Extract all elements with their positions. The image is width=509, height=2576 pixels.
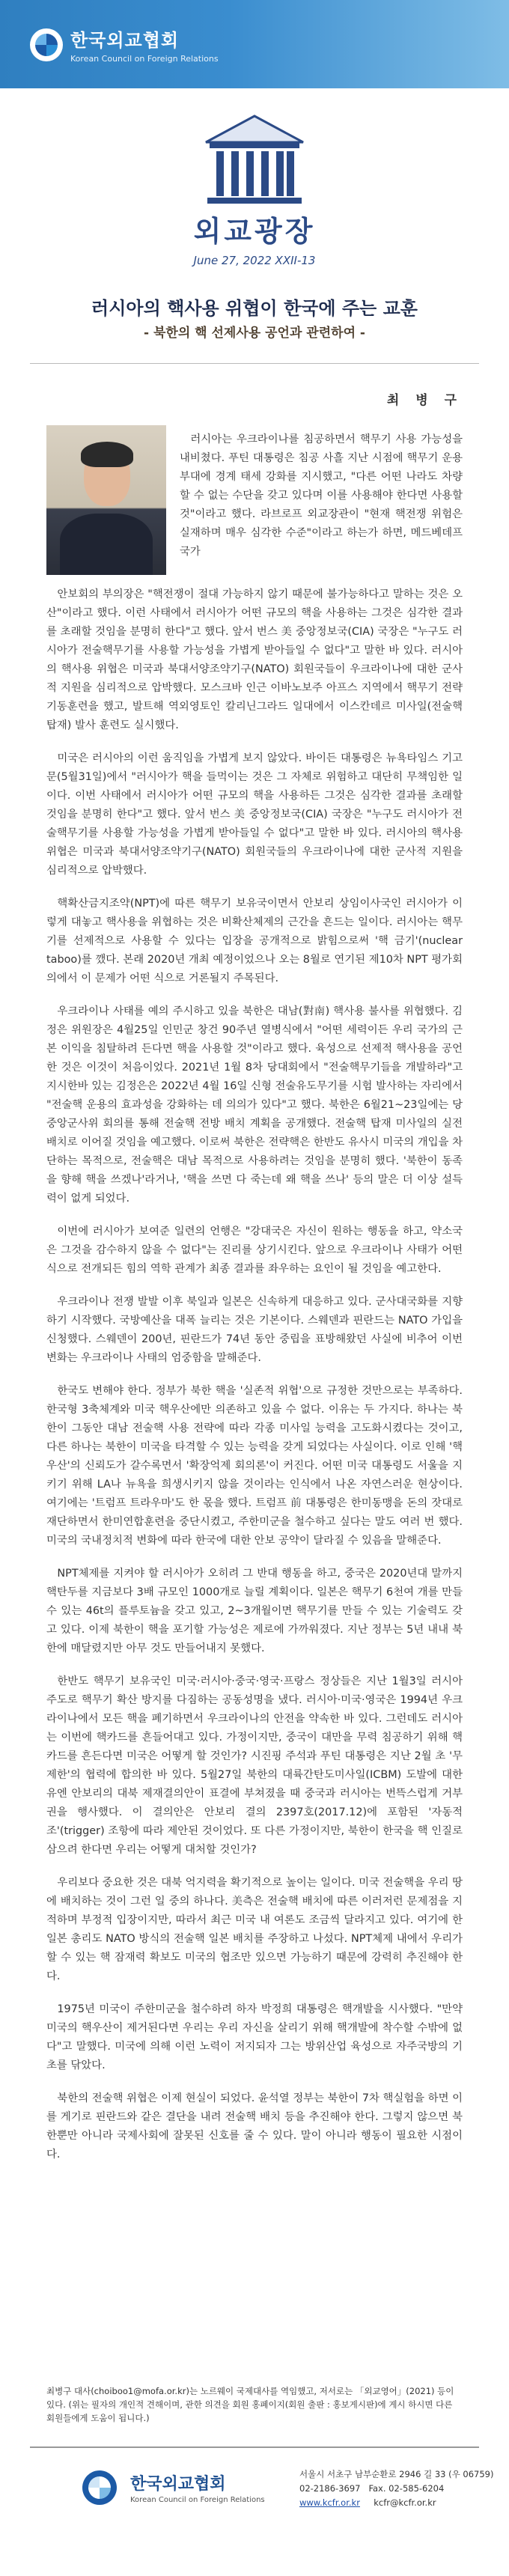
- title-divider: [30, 363, 479, 364]
- phone: 02-2186-3697: [299, 2483, 361, 2494]
- org-name-en: Korean Council on Foreign Relations: [70, 54, 219, 64]
- paragraph: 우크라이나 전쟁 발발 이후 북일과 일본은 신속하게 대응하고 있다. 군사대국화를 지향하기 시작했다. 국방예산을 대폭 늘리는 것은 기본이다. 스웨덴과 핀란드는 NATO 가입을 신청했다. 스웨덴이 200년, 핀란드가 74년 동안 중립을 표방해왔던 사실에 비추어 이번 변화는 우크라이나 사태의 엄중함을 말해준다.: [46, 1296, 463, 1364]
- email-link[interactable]: kcfr@kcfr.or.kr: [374, 2497, 436, 2508]
- paragraph: 안보회의 부의장은 "핵전쟁이 절대 가능하지 않기 때문에 불가능하다고 말하는 것은 오산"이라고 했다. 이런 사태에서 러시아가 어떤 규모의 핵을 사용하는 그것은 심각한 결과를 초래할 것임을 분명히 한다"고 했다. 앞서 번스 美 중앙정보국(CIA) 국장은 "누구도 러시아가 전술핵무기를 사용할 가능성을 가볍게 받아들일 수 없다"고 말한 바 있다. 러시아의 핵사용 위협은 미국과 북대서양조약기구(NATO) 회원국들이 우크라이나에 대한 군사적 지원을 심리적으로 압박했다. 모스크바 인근 이바노보주 아프스 지역에서 핵무기 전략 기동훈련을 했고, 발트해 역외영토인 칼리닌그라드 일대에서 이스칸데르 미사일(전술핵탑재) 발사 훈련도 실시했다.: [46, 588, 463, 731]
- footer-divider: [30, 2446, 479, 2448]
- paragraph: 미국은 러시아의 이런 움직임을 가볍게 보지 않았다. 바이든 대통령은 뉴욕타임스 기고문(5월31일)에서 "러시아가 핵을 들먹이는 것은 그 자체로 위험하고 대단히 무책임한 일이다. 이번 사태에서 러시아가 어떤 규모의 핵을 사용하든 그것은 심각한 결과를 초래할 것임을 분명히 한다"고 했다. 앞서 번스 美 중앙정보국(CIA) 국장은 "누구도 러시아가 전술핵무기를 사용할 가능성을 가볍게 받아들일 수 없다"고 말한 바 있다. 러시아의 핵사용 위협은 미국과 북대서양조약기구(NATO) 회원국들의 우크라이나에 대한 군사적 지원을 심리적으로 압박했다.: [46, 752, 463, 877]
- header-banner: [0, 0, 509, 88]
- author-footnote: 최병구 대사(choiboo1@mofa.or.kr)는 노르웨이 국제대사를 역임했고, 저서로는 「외교영어」(2021) 등이 있다. (위는 필자의 개인적 견해이며, 관한 의견을 회원 홍폐이지(회원 출판 : 홍보게시판)에 게시 하시면 다른 회원들에게 도움이 됩니다.): [46, 2386, 454, 2423]
- footer-org-name-ko: 한국외교협회: [130, 2475, 226, 2494]
- paragraph: 한반도 핵무기 보유국인 미국·러시아·중국·영국·프랑스 정상들은 지난 1월3일 러시아 주도로 핵무기 확산 방지를 다짐하는 공동성명을 냈다. 러시아·미국·영국은 1994년 우크라이나에서 모든 핵을 폐기하면서 우크라이나의 안전을 약속한 바 있다. 그런데도 러시아는 이번에 핵카드를 흔들어대고 있다. 가정이지만, 중국이 대만을 무력 침공하기 위해 핵카드를 흔든다면 미국은 어떻게 할 것인가? 시진핑 주석과 푸틴 대통령은 지난 2월 초 '무제한'의 협력에 합의한 바 있다. 5월27일 북한의 대륙간탄도미사일(ICBM) 도발에 대한 유엔 안보리의 대북 제재결의안이 표결에 부쳐졌을 때 중국과 러시아는 번뜩스럽게 거부권을 행사했다. 이 결의안은 안보리 결의 2397호(2017.12)에 포함된 '자동적조'(trigger) 조항에 따라 제안된 것이었다. 또 다른 가정이지만, 북한이 한국을 핵 인질로 삼으려 한다면 우리는 어떻게 대처할 것인가?: [46, 1675, 463, 1856]
- issue-info: June 27, 2022 XXII-13: [193, 254, 316, 267]
- pillars-icon: [198, 112, 311, 210]
- masthead: [0, 112, 509, 267]
- paragraph: 1975년 미국이 주한미군을 철수하려 하자 박정희 대통령은 핵개발을 시사했다. "만약 미국의 핵우산이 제거된다면 우리는 우리 자신을 살리기 위해 핵개발에 착수할 수밖에 없다"고 말했다. 미국에 의해 이런 노력이 저지되자 그는 방위산업 육성으로 자주국방의 기초를 닦았다.: [46, 2003, 463, 2071]
- org-name-ko: 한국외교협회: [70, 30, 180, 51]
- fax: Fax. 02-585-6204: [368, 2483, 445, 2494]
- footer-org-name-en: Korean Council on Foreign Relations: [130, 2496, 265, 2504]
- website-link[interactable]: www.kcfr.or.kr: [299, 2497, 360, 2508]
- paragraph: 이번에 러시아가 보여준 일련의 언행은 "강대국은 자신이 원하는 행동을 하고, 약소국은 그것을 감수하지 않을 수 없다"는 진리를 상기시킨다. 앞으로 우크라이나 사태가 어떤 식으로 전개되든 힘의 역학 관계가 최종 결과를 좌우하는 요인이 될 것임을 예고한다.: [46, 1225, 463, 1275]
- author-photo: [46, 425, 166, 575]
- footer-emblem-icon: [82, 2470, 117, 2505]
- article-title: 러시아의 핵사용 위협이 한국에 주는 교훈: [91, 298, 418, 319]
- paragraph: NPT체제를 지켜야 할 러시아가 오히려 그 반대 행동을 하고, 중국은 2020년대 말까지 핵탄두를 지금보다 3배 규모인 1000개로 늘릴 계획이다. 일본은 핵무기 6천여 개를 만들 수 있는 46t의 플루토늄을 갖고 있고, 2~3개월이면 핵무기를 만들 수 있는 기술력도 갖고 있다. 이제 북한이 핵을 포기할 가능성은 제로에 가까워졌다. 지난 정부는 5년 내내 북한에 매달렸지만 아무 것도 만들어내지 못했다.: [46, 1568, 463, 1654]
- org-emblem-icon: [30, 28, 63, 61]
- paragraph: 한국도 변해야 한다. 정부가 북한 핵을 '실존적 위협'으로 규정한 것만으로는 부족하다. 한국형 3축체계와 미국 핵우산에만 의존하고 있을 수 없다. 이유는 두 가지다. 하나는 북한이 그동안 대남 전술핵 사용 전략에 따라 각종 미사일 능력을 고도화시켰다는 것이고, 다른 하나는 북한이 미국을 타격할 수 있는 능력을 갖게 되었다는 사실이다. 이로 인해 '핵우산'의 신뢰도가 갈수록면서 '확장억제 회의론'이 커진다. 어떤 미국 대통령도 서울을 지키기 위해 LA나 뉴욕을 희생시키지 않을 것이라는 인식에서 나온 자연스러운 현상이다. 여기에는 '트럼프 트라우마'도 한 몫을 했다. 트럼프 前 대통령은 한미동맹을 돈의 잣대로 재단하면서 한미연합훈련을 중단시켰고, 주한미군을 철수하고 싶다는 말도 여러 번 했다. 미국의 국내정치적 변화에 따라 한국에 대한 안보 공약이 달라질 수 있음을 말해준다.: [46, 1385, 463, 1547]
- article-subtitle: - 북한의 핵 선제사용 공언과 관련하여 -: [144, 326, 365, 341]
- paragraph: 북한의 전술핵 위협은 이제 현실이 되었다. 윤석열 정부는 북한이 7차 핵실험을 하면 이를 게기로 핀란드와 같은 결단을 내려 전술핵 배치 등을 추진해야 한다. 그렇지 않으면 북한뿐만 아니라 국제사회에 잘못된 신호를 줄 수 있다. 말이 아니라 행동이 필요한 시점이다.: [46, 2092, 463, 2161]
- masthead-title: 외교광장: [193, 215, 316, 248]
- paragraph: 우리보다 중요한 것은 대북 억지력을 확기적으로 높이는 일이다. 미국 전술핵을 우리 땅에 배치하는 것이 그런 일 중의 하나다. 美측은 전술핵 배치에 따른 이러저런 문제점을 지적하며 부정적 입장이지만, 따라서 최근 미국 내 여론도 조금씩 달라지고 있다. 여기에 한 일본 총리도 NATO 방식의 전술핵 일본 배치를 주장하고 나섰다. NPT체제 내에서 우리가 할 수 있는 핵 잠재력 확보도 미국의 협조만 있으면 가능하기 때문에 강력히 추진해야 한다.: [46, 1877, 463, 1982]
- org-logo: [30, 25, 219, 64]
- paragraph: 핵확산금지조약(NPT)에 따른 핵무기 보유국이면서 안보리 상임이사국인 러시아가 이렇게 대놓고 핵사용을 위협하는 것은 비확산체제의 근간을 흔드는 일이다. 러시아는 핵무기를 선제적으로 사용할 수 있다는 입장을 공개적으로 밝힘으로써 '핵 금기'(nuclear taboo)를 깼다. 본래 2020년 개최 예정이었으나 오는 8월로 연기된 제10차 NPT 평가회의에서 이 문제가 어떤 식으로 거론될지 주목된다.: [46, 898, 463, 984]
- address: 서울시 서초구 남부순환로 2946 길 33 (우 06759): [299, 2469, 494, 2479]
- article-body: [46, 585, 463, 2178]
- paragraph: 우크라이나 사태를 예의 주시하고 있을 북한은 대남(對南) 핵사용 불사를 위협했다. 김정은 위원장은 4월25일 인민군 창건 90주년 열병식에서 "어떤 세력이든 우리 국가의 근본 이익을 침탈하려 든다면 핵을 사용할 것"이라고 했다. 육성으로 선제적 핵사용을 공언한 것은 이것이 처음이었다. 2021년 1월 8차 당대회에서 "전술핵무기들을 개발하라"고 지시한바 있는 김정은은 2022년 4월 16일 신형 전술유도무기를 시험 발사하는 자리에서 "전술핵 운용의 효과성을 강화하는 데 의의가 있다"고 했다. 북한은 6월21~23일에는 당중앙군사위 회의를 통해 전술핵 전방 배치 계획을 공개했다. 전술핵 탑재 미사일의 실전 배치로 이어질 것임을 예고했다. 이로써 북한은 전략핵은 한반도 유사시 미국의 개입을 차단하는 목적으로, 전술핵은 대남 목적으로 사용하려는 것임을 분명히 했다. '북한이 동족을 향해 핵을 쓰겠나'라거나, '핵을 쓰면 다 죽는데 왜 핵을 쓰나' 등의 말은 더 이상 설득력이 없게 되었다.: [46, 1005, 463, 1205]
- lead-paragraph: 러시아는 우크라이나를 침공하면서 핵무기 사용 가능성을 내비쳤다. 푸틴 대통령은 침공 사흘 지난 시점에 핵무기 운용 부대에 경계 태세 강화를 지시했고, "다른 어떤 나라도 차량할 수 없는 수단을 갖고 있다며 이를 사용해야 한다면 사용할 것"이라고 했다. 라브로프 외교장관이 "현재 핵전쟁 위험은 실재하며 매우 심각한 수준"이라고 하는가 하면, 메드베데프 국가: [180, 433, 463, 558]
- footer-logo: [82, 2470, 265, 2505]
- author-name: 최 병 구: [386, 393, 463, 408]
- contact-info: [299, 2467, 493, 2510]
